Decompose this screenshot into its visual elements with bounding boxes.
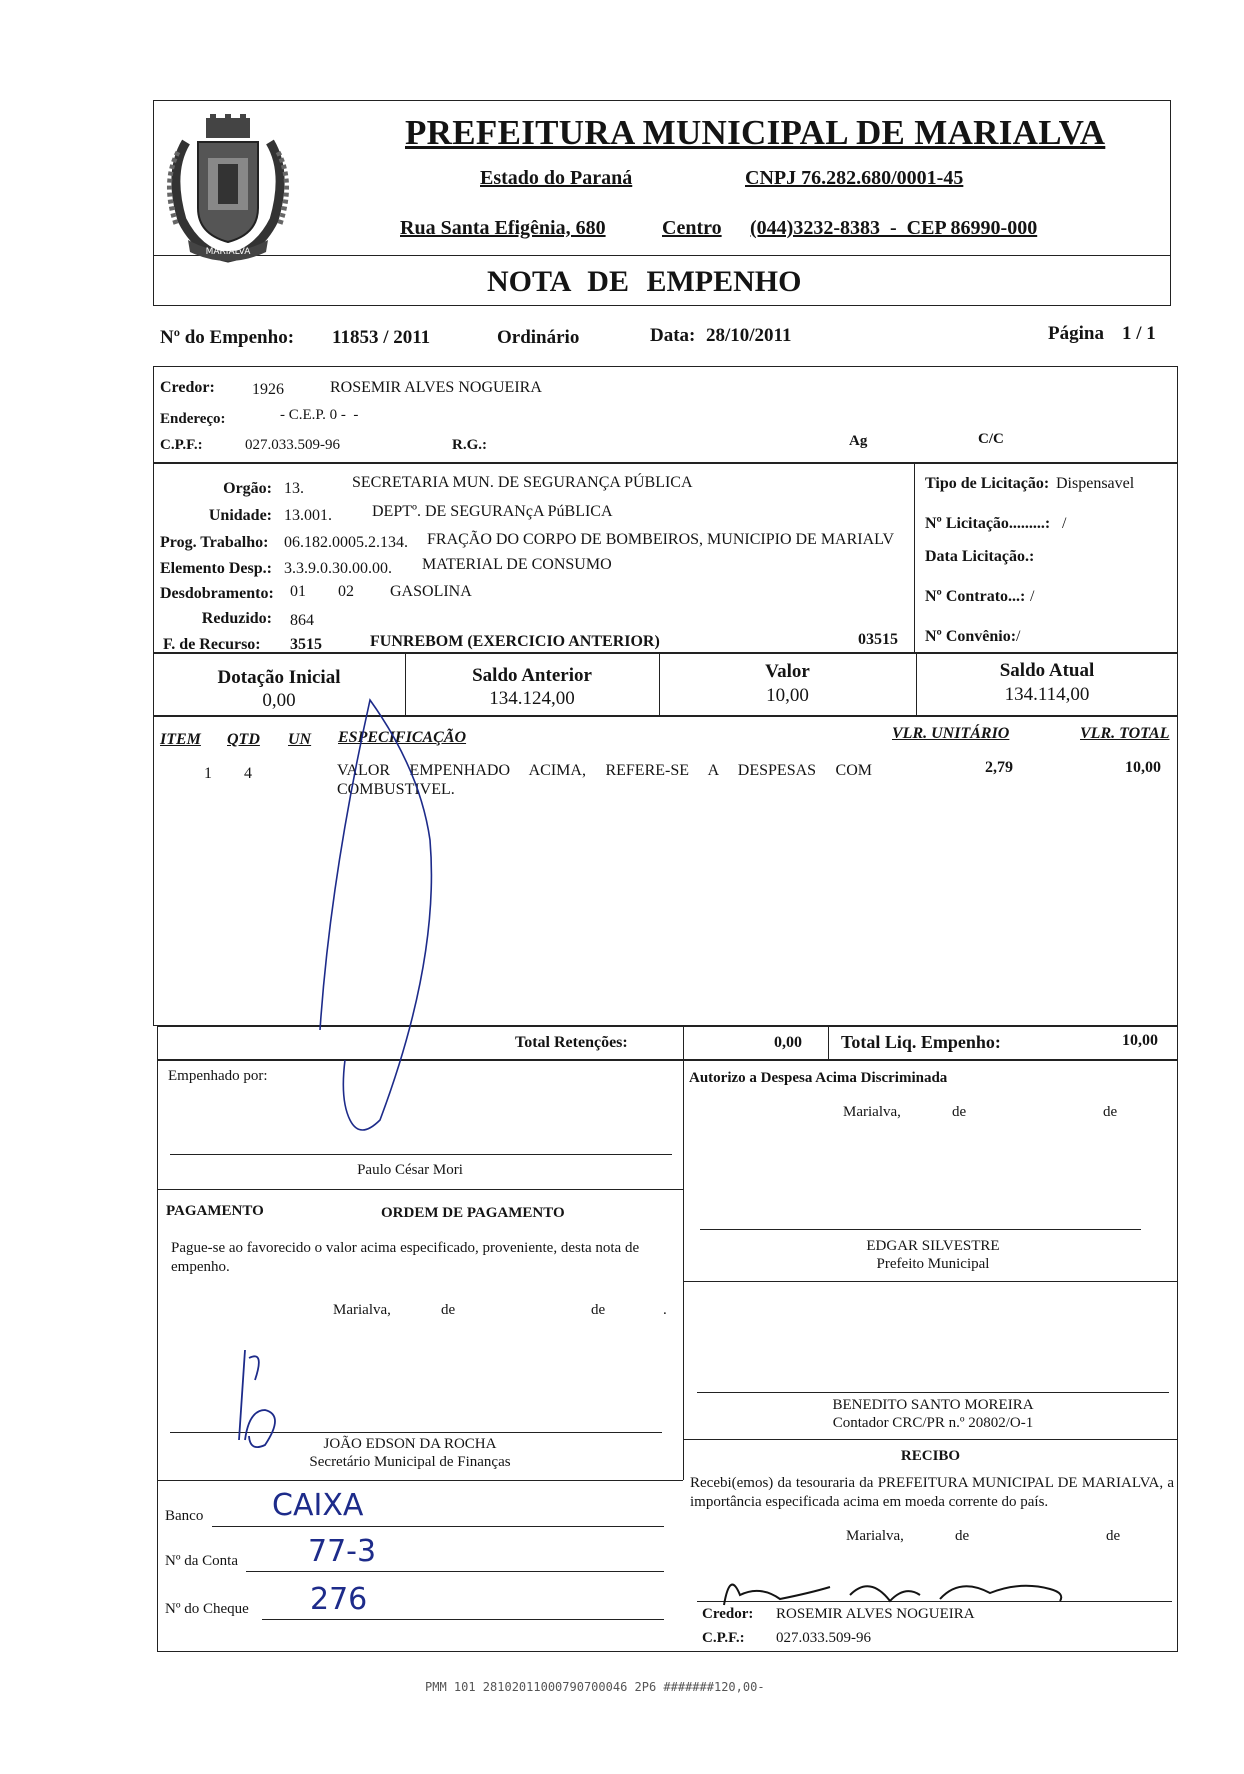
pagamento-de1: de xyxy=(441,1302,456,1318)
lower-divider xyxy=(683,1060,684,1480)
autorizo-de2: de xyxy=(1103,1104,1118,1120)
recibo-cpf-value: 027.033.509-96 xyxy=(776,1630,871,1646)
pagamento-city: Marialva, xyxy=(333,1302,391,1318)
dotacao-value: 0,00 xyxy=(262,690,296,711)
cc-label: C/C xyxy=(978,431,1004,447)
conta-line xyxy=(246,1571,664,1572)
tipo-licitacao-label: Tipo de Licitação: xyxy=(925,475,1050,492)
state-label: Estado do Paraná xyxy=(480,167,633,189)
conta-label: Nº da Conta xyxy=(165,1553,238,1569)
recibo-de1: de xyxy=(955,1528,970,1544)
rg-label: R.G.: xyxy=(452,437,487,453)
autorizo-signature-line xyxy=(700,1229,1141,1230)
credor-label: Credor: xyxy=(160,379,215,396)
phone-cep-label: (044)3232-8383 - CEP 86990-000 xyxy=(750,217,1038,239)
prog-desc: FRAÇÃO DO CORPO DE BOMBEIROS, MUNICIPIO DE MARIALV xyxy=(427,531,895,548)
col-qtd: QTD xyxy=(227,731,260,748)
recibo-credor-label: Credor: xyxy=(702,1606,754,1622)
cpf-value: 027.033.509-96 xyxy=(245,437,340,453)
cheque-label: Nº do Cheque xyxy=(165,1601,249,1617)
prefeito-role: Prefeito Municipal xyxy=(876,1256,990,1272)
valor-label: Valor xyxy=(765,661,810,682)
ordem-label: ORDEM DE PAGAMENTO xyxy=(381,1205,565,1221)
cnpj-label: CNPJ 76.282.680/0001-45 xyxy=(745,167,964,189)
unidade-code: 13.001. xyxy=(284,507,332,524)
conta-value: 77-3 xyxy=(308,1534,377,1569)
empenho-date-label: Data: xyxy=(650,325,696,346)
prog-label: Prog. Trabalho: xyxy=(160,534,269,551)
contrato-label: Nº Contrato...: xyxy=(925,588,1026,605)
street-label: Rua Santa Efigênia, 680 xyxy=(400,217,606,239)
elemento-code: 3.3.9.0.30.00.00. xyxy=(284,560,392,577)
empenho-date-value: 28/10/2011 xyxy=(706,325,792,346)
row-item: 1 xyxy=(204,765,212,782)
handwritten-check-mark-icon xyxy=(290,680,490,1140)
recibo-city: Marialva, xyxy=(846,1528,904,1544)
col-vlr-total: VLR. TOTAL xyxy=(1080,725,1170,742)
retencoes-value: 0,00 xyxy=(774,1034,802,1051)
orgao-desc: SECRETARIA MUN. DE SEGURANÇA PÚBLICA xyxy=(352,474,693,491)
row-vlr-unitario: 2,79 xyxy=(985,759,1013,776)
pagamento-top xyxy=(157,1189,683,1190)
totals-div2 xyxy=(828,1026,829,1060)
elemento-label: Elemento Desp.: xyxy=(160,560,272,577)
data-licitacao-label: Data Licitação.: xyxy=(925,548,1035,565)
coat-of-arms-icon xyxy=(158,112,298,264)
address-label: Endereço: xyxy=(160,411,226,427)
contador-signature-line xyxy=(697,1392,1169,1393)
banco-label: Banco xyxy=(165,1508,204,1524)
orgao-label: Orgão: xyxy=(223,480,272,497)
budget-divider xyxy=(914,463,915,653)
liquido-label: Total Liq. Empenho: xyxy=(841,1032,1001,1052)
dotacao-label: Dotação Inicial xyxy=(217,667,341,688)
empenhado-label: Empenhado por: xyxy=(168,1068,268,1084)
credor-signature-icon xyxy=(720,1565,1080,1615)
credor-code: 1926 xyxy=(252,381,284,398)
prefeito-name: EDGAR SILVESTRE xyxy=(866,1238,1000,1254)
pagamento-label: PAGAMENTO xyxy=(166,1203,264,1219)
saldo-atual-value: 134.114,00 xyxy=(1004,684,1090,705)
num-licitacao-label: Nº Licitação.........: xyxy=(925,515,1051,532)
desdobramento-code1: 01 xyxy=(290,583,306,600)
col-vlr-unitario: VLR. UNITÁRIO xyxy=(892,725,1010,742)
desdobramento-code2: 02 xyxy=(338,583,354,600)
secretario-name: JOÃO EDSON DA ROCHA xyxy=(323,1436,497,1452)
empenho-number-value: 11853 / 2011 xyxy=(332,327,431,348)
saldo-anterior-value: 134.124,00 xyxy=(489,688,575,709)
col-item: ITEM xyxy=(160,731,201,748)
pagamento-de2: de xyxy=(591,1302,606,1318)
cpf-label: C.P.F.: xyxy=(160,437,203,453)
row-especificacao: VALOR EMPENHADO ACIMA, REFERE-SE A DESPESAS COM COMBUSTIVEL. xyxy=(337,762,872,798)
col-especificacao: ESPECIFICAÇÃO xyxy=(338,729,467,746)
ag-label: Ag xyxy=(849,433,868,449)
convenio-value: / xyxy=(1016,628,1021,645)
cheque-line xyxy=(262,1619,664,1620)
unidade-label: Unidade: xyxy=(208,507,272,524)
autorizo-label: Autorizo a Despesa Acima Discriminada xyxy=(689,1070,948,1086)
document-title: NOTA DE EMPENHO xyxy=(487,265,802,298)
tipo-licitacao-value: Dispensavel xyxy=(1056,475,1135,492)
recibo-de2: de xyxy=(1106,1528,1121,1544)
unidade-desc: DEPTº. DE SEGURANçA PúBLICA xyxy=(372,503,613,520)
row-qtd: 4 xyxy=(244,765,252,782)
banco-top xyxy=(157,1480,683,1481)
liquido-value: 10,00 xyxy=(1122,1032,1158,1049)
recurso-label: F. de Recurso: xyxy=(163,636,261,653)
empenho-type: Ordinário xyxy=(497,327,580,348)
empenhado-signature-line xyxy=(170,1154,672,1155)
header-divider xyxy=(153,255,1171,256)
recurso-desc: FUNREBOM (EXERCICIO ANTERIOR) xyxy=(370,633,660,650)
recibo-credor-value: ROSEMIR ALVES NOGUEIRA xyxy=(776,1606,975,1622)
recurso-code2: 03515 xyxy=(858,631,898,648)
contador-role: Contador CRC/PR n.º 20802/O-1 xyxy=(832,1415,1034,1431)
page-title: PREFEITURA MUNICIPAL DE MARIALVA xyxy=(405,113,1106,152)
empenhado-name: Paulo César Mori xyxy=(357,1162,463,1178)
secretario-role: Secretário Municipal de Finanças xyxy=(309,1454,511,1470)
recibo-cpf-label: C.P.F.: xyxy=(702,1630,745,1646)
footer-code: PMM 101 28102011000790700046 2P6 #######120,00- xyxy=(425,1680,765,1694)
contador-name: BENEDITO SANTO MOREIRA xyxy=(832,1397,1034,1413)
recibo-text: Recebi(emos) da tesouraria da PREFEITURA MUNICIPAL DE MARIALVA, a importância especificada acima em moeda corrente do país. xyxy=(690,1475,1174,1510)
reduzido-value: 864 xyxy=(290,612,314,629)
autorizo-city: Marialva, xyxy=(843,1104,901,1120)
empenho-number-label: Nº do Empenho: xyxy=(160,327,295,348)
svg-text:MARIALVA: MARIALVA xyxy=(205,247,251,257)
convenio-label: Nº Convênio: xyxy=(925,628,1017,645)
saldo-atual-label: Saldo Atual xyxy=(999,660,1095,681)
autorizo-bottom xyxy=(683,1281,1178,1282)
orgao-code: 13. xyxy=(284,480,304,497)
autorizo-de1: de xyxy=(952,1104,967,1120)
valor-value: 10,00 xyxy=(766,685,809,706)
district-label: Centro xyxy=(662,217,722,239)
totals-div1 xyxy=(683,1026,684,1060)
num-licitacao-value: / xyxy=(1062,515,1067,532)
pagamento-text: Pague-se ao favorecido o valor acima especificado, proveniente, desta nota de empenho. xyxy=(171,1240,640,1275)
saldo-anterior-label: Saldo Anterior xyxy=(472,665,592,686)
elemento-desc: MATERIAL DE CONSUMO xyxy=(422,556,612,573)
banco-line xyxy=(212,1526,664,1527)
recurso-code: 3515 xyxy=(290,636,322,653)
row-vlr-total: 10,00 xyxy=(1125,759,1161,776)
retencoes-label: Total Retenções: xyxy=(515,1034,628,1051)
contrato-value: / xyxy=(1030,588,1035,605)
pagamento-dot: . xyxy=(663,1302,667,1318)
recibo-top xyxy=(683,1439,1178,1440)
desdobramento-desc: GASOLINA xyxy=(390,583,472,600)
page-number-label: Página xyxy=(1048,323,1104,344)
cheque-value: 276 xyxy=(310,1582,368,1617)
credor-name: ROSEMIR ALVES NOGUEIRA xyxy=(330,379,542,396)
recibo-title: RECIBO xyxy=(900,1448,961,1464)
col-un: UN xyxy=(288,731,312,748)
banco-value: CAIXA xyxy=(272,1488,364,1523)
reduzido-label: Reduzido: xyxy=(201,610,272,627)
page-number-value: 1 / 1 xyxy=(1122,323,1156,344)
prog-code: 06.182.0005.2.134. xyxy=(284,534,408,551)
address-value: - C.E.P. 0 - - xyxy=(280,407,359,423)
desdobramento-label: Desdobramento: xyxy=(160,585,274,602)
signature-icon xyxy=(225,1340,305,1460)
